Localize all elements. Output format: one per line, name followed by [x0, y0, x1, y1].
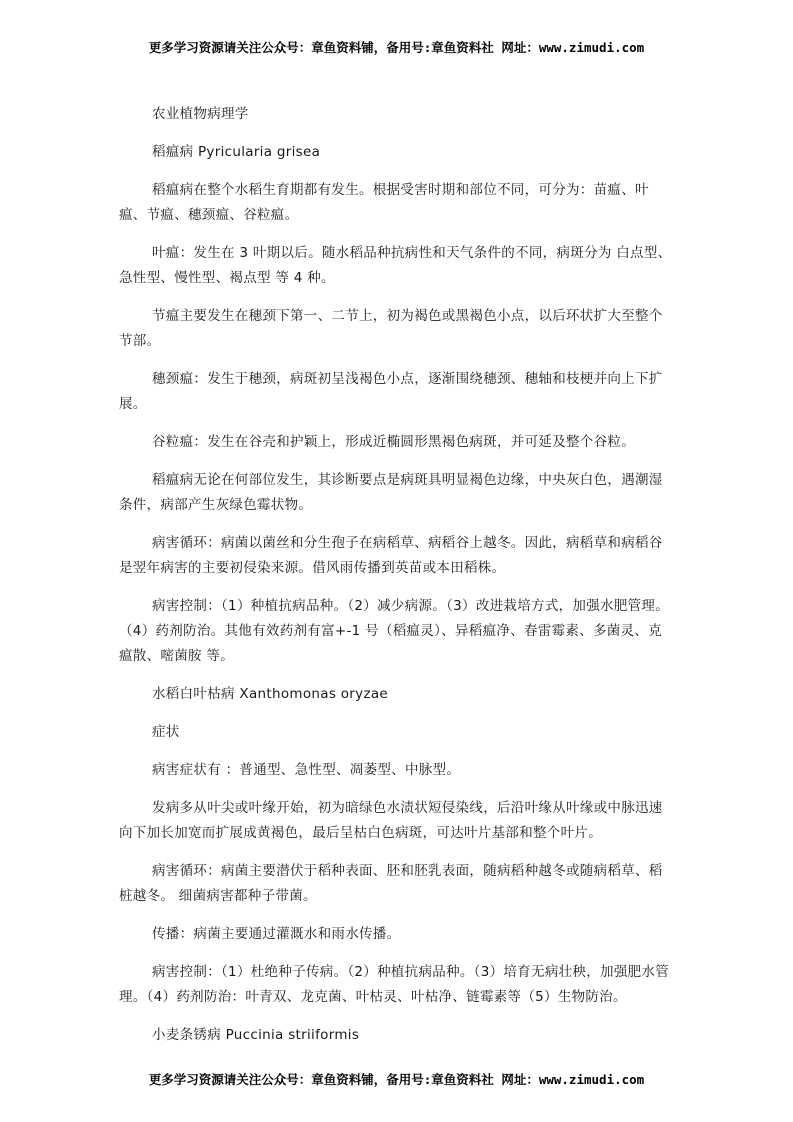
paragraph: 谷粒瘟：发生在谷壳和护颖上，形成近椭圆形黑褐色病斑，并可延及整个谷粒。: [152, 434, 635, 450]
document-body: [119, 102, 675, 1061]
paragraph: 节瘟主要发生在穗颈下第一、二节上，初为褐色或黑褐色小点，以后环状扩大至整个节部。: [119, 308, 663, 349]
footer-banner: 更多学习资源请关注公众号：章鱼资料铺，备用号:章鱼资料社 网址：www.zimudi.com: [148, 1072, 645, 1087]
disease-heading-stripe-rust: 小麦条锈病 Puccinia striiformis: [152, 1027, 360, 1043]
paragraph: 病害控制：（1）种植抗病品种。（2）减少病源。（3）改进栽培方式，加强水肥管理。（4）药剂防治。其他有效药剂有富+-1 号（稻瘟灵）、异稻瘟净、春雷霉素、多菌灵、克瘟散、嘧菌胺 等。: [119, 598, 670, 664]
section-title: 农业植物病理学: [152, 106, 249, 122]
header-banner: 更多学习资源请关注公众号：章鱼资料铺，备用号:章鱼资料社 网址：www.zimudi.com: [148, 40, 645, 55]
paragraph: 叶瘟：发生在 3 叶期以后。随水稻品种抗病性和天气条件的不同，病斑分为 白点型、急性型、慢性型、褐点型 等 4 种。: [119, 245, 672, 286]
paragraph: 病害循环：病菌主要潜伏于稻种表面、胚和胚乳表面，随病稻种越冬或随病稻草、稻桩越冬。 细菌病害都种子带菌。: [119, 863, 663, 904]
paragraph: 稻瘟病无论在何部位发生，其诊断要点是病斑具明显褐色边缘，中央灰白色，遇潮湿条件，病部产生灰绿色霉状物。: [119, 472, 663, 513]
paragraph: 穗颈瘟：发生于穗颈，病斑初呈浅褐色小点，逐渐围绕穗颈、穗轴和枝梗并向上下扩展。: [119, 371, 663, 412]
paragraph: 病害循环：病菌以菌丝和分生孢子在病稻草、病稻谷上越冬。因此，病稻草和病稻谷是翌年病害的主要初侵染来源。借风雨传播到英苗或本田稻株。: [119, 535, 663, 576]
disease-heading-rice-blast: 稻瘟病 Pyricularia grisea: [152, 144, 321, 160]
subheading-symptoms: 症状: [152, 724, 180, 740]
paragraph: 稻瘟病在整个水稻生育期都有发生。根据受害时期和部位不同，可分为：苗瘟、叶瘟、节瘟、穗颈瘟、谷粒瘟。: [119, 182, 649, 223]
paragraph: 病害控制：（1）杜绝种子传病。（2）种植抗病品种。（3）培育无病壮秧，加强肥水管理。（4）药剂防治：叶青双、龙克菌、叶枯灵、叶枯净、链霉素等（5）生物防治。: [119, 964, 670, 1005]
paragraph: 发病多从叶尖或叶缘开始，初为暗绿色水渍状短侵染线，后沿叶缘从叶缘或中脉迅速向下加长加宽而扩展成黄褐色，最后呈枯白色病斑，可达叶片基部和整个叶片。: [119, 800, 663, 841]
paragraph: 传播：病菌主要通过灌溉水和雨水传播。: [152, 926, 401, 942]
disease-heading-bacterial-blight: 水稻白叶枯病 Xanthomonas oryzae: [152, 686, 389, 702]
paragraph: 病害症状有 ：普通型、急性型、凋萎型、中脉型。: [152, 762, 461, 778]
